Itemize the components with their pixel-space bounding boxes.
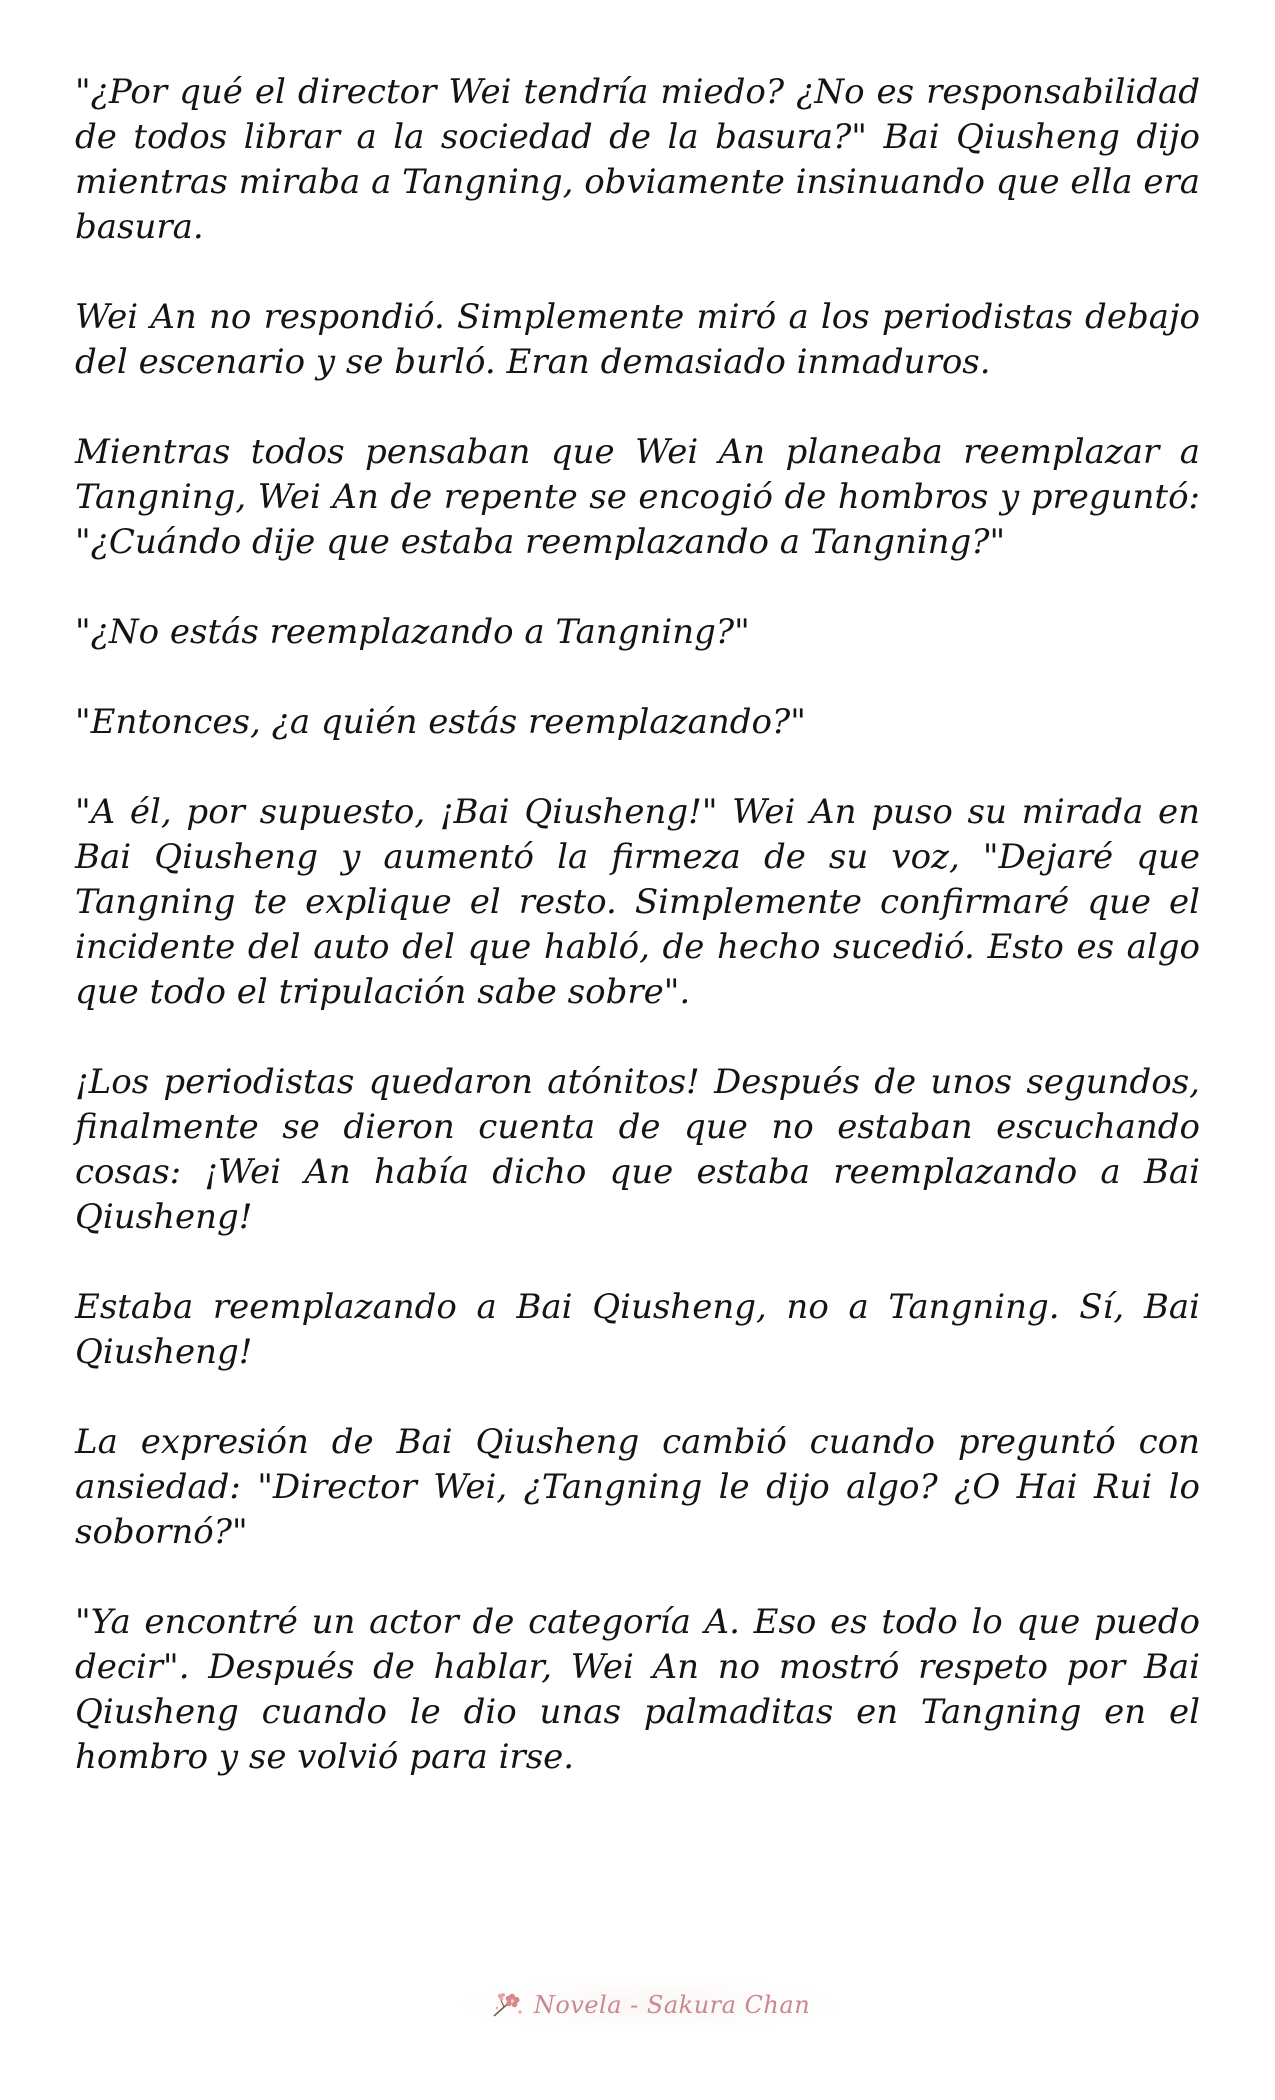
paragraph: "A él, por supuesto, ¡Bai Qiusheng!" Wei An puso su mirada en Bai Qiusheng y aumentó la firmeza de su voz, "Dejaré que Tangning te explique el resto. Simplemente confirmaré que el incidente del auto del que habló, de hecho sucedió. Esto es algo que todo el tripulación sabe sobre".: [75, 792, 1200, 1012]
watermark-footer: [460, 1975, 840, 2035]
watermark-text: Novela - Sakura Chan: [533, 1991, 811, 2019]
paragraph: "Entonces, ¿a quién estás reemplazando?": [75, 702, 806, 742]
paragraph: "¿No estás reemplazando a Tangning?": [75, 612, 750, 652]
paragraph: Mientras todos pensaban que Wei An planeaba reemplazar a Tangning, Wei An de repente se encogió de hombros y preguntó: "¿Cuándo dije que estaba reemplazando a Tangning?": [75, 432, 1200, 562]
paragraph: ¡Los periodistas quedaron atónitos! Después de unos segundos, finalmente se dieron cuenta de que no estaban escuchando cosas: ¡Wei An había dicho que estaba reemplazando a Bai Qiusheng!: [75, 1062, 1200, 1237]
sakura-flower-icon: [490, 1990, 526, 2020]
paragraph: Estaba reemplazando a Bai Qiusheng, no a Tangning. Sí, Bai Qiusheng!: [75, 1287, 1200, 1372]
paragraph: "¿Por qué el director Wei tendría miedo? ¿No es responsabilidad de todos librar a la sociedad de la basura?" Bai Qiusheng dijo mientras miraba a Tangning, obviamente insinuando que ella era basura.: [75, 72, 1200, 247]
paragraph: Wei An no respondió. Simplemente miró a los periodistas debajo del escenario y se burló. Eran demasiado inmaduros.: [75, 297, 1200, 382]
story-text: [75, 70, 1200, 1825]
paragraph: "Ya encontré un actor de categoría A. Eso es todo lo que puedo decir". Después de hablar, Wei An no mostró respeto por Bai Qiusheng cuando le dio unas palmaditas en Tangning en el hombro y se volvió para irse.: [75, 1602, 1200, 1777]
paragraph: La expresión de Bai Qiusheng cambió cuando preguntó con ansiedad: "Director Wei, ¿Tangning le dijo algo? ¿O Hai Rui lo sobornó?": [75, 1422, 1200, 1552]
